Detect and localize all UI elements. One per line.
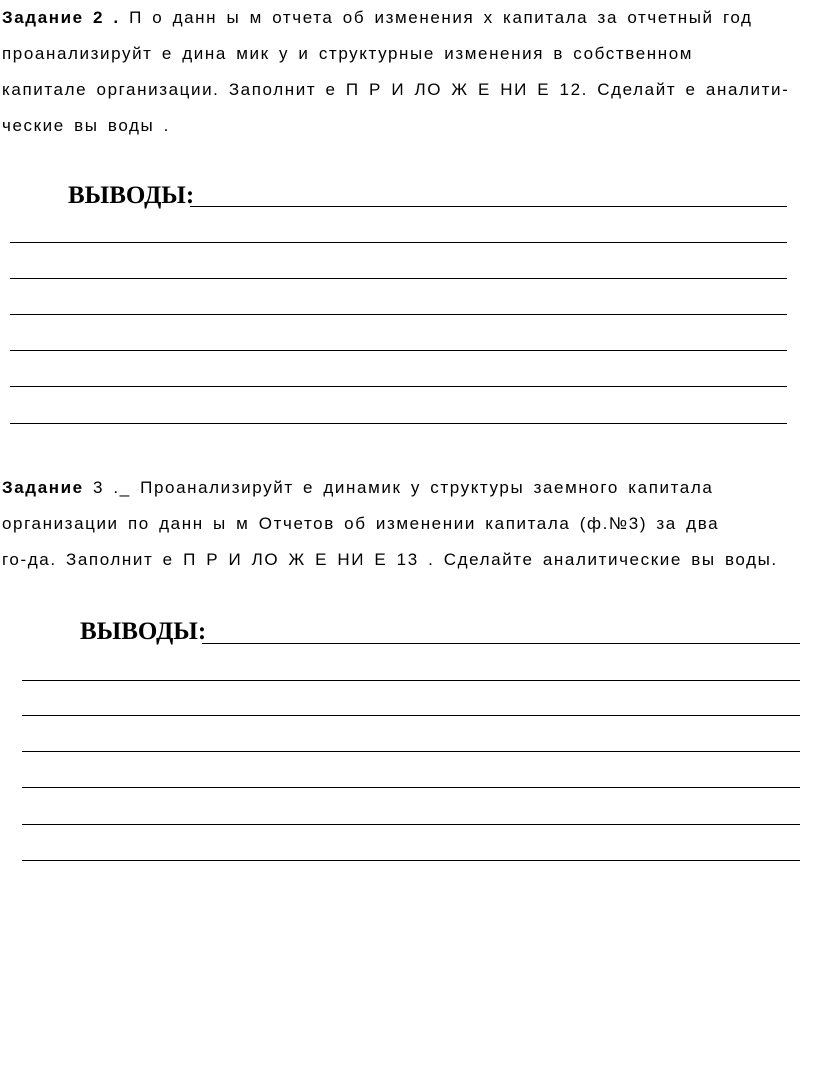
answer-line[interactable] [22, 680, 800, 681]
answer-line[interactable] [10, 278, 787, 279]
answer-line[interactable] [10, 314, 787, 315]
task-2-line-1-text: П о данн ы м отчета об изменения х капитала за отчетный год [119, 8, 753, 27]
answer-line[interactable] [10, 242, 787, 243]
task-3-line-1 [2, 470, 792, 506]
answer-line[interactable] [10, 423, 787, 424]
task-2-text [2, 0, 788, 144]
task-3-line-3: го-да. Заполнит е П Р И ЛО Ж Е НИ Е 13 . Сделайте аналитические вы воды. [2, 550, 778, 569]
answer-line[interactable] [190, 206, 787, 207]
answer-line[interactable] [22, 860, 800, 861]
answer-line[interactable] [22, 787, 800, 788]
conclusions-2-heading: ВЫВОДЫ: [68, 182, 195, 209]
answer-line[interactable] [10, 350, 787, 351]
task-2-line-2: проанализируйт е дина мик у и структурные изменения в собственном [2, 44, 694, 63]
task-3-line-2: организации по данн ы м Отчетов об изменении капитала (ф.№3) за два [2, 514, 720, 533]
task-2-line-3: капитале организации. Заполнит е П Р И ЛО Ж Е НИ Е 12. Сделайт е аналити- [2, 80, 790, 99]
task-3-label: Задание [2, 478, 84, 497]
task-3-line-1-text: 3 ._ Проанализируйт е динамик у структуры заемного капитала [83, 478, 714, 497]
task-3-text [2, 470, 792, 578]
answer-line[interactable] [22, 824, 800, 825]
task-2-line-4: ческие вы воды . [2, 116, 171, 135]
task-2-line-1 [2, 0, 788, 36]
task-2-label: Задание 2 . [2, 8, 120, 27]
answer-line[interactable] [22, 751, 800, 752]
conclusions-3-heading: ВЫВОДЫ: [80, 618, 207, 645]
answer-line[interactable] [10, 386, 787, 387]
answer-line[interactable] [202, 643, 800, 644]
answer-line[interactable] [22, 715, 800, 716]
